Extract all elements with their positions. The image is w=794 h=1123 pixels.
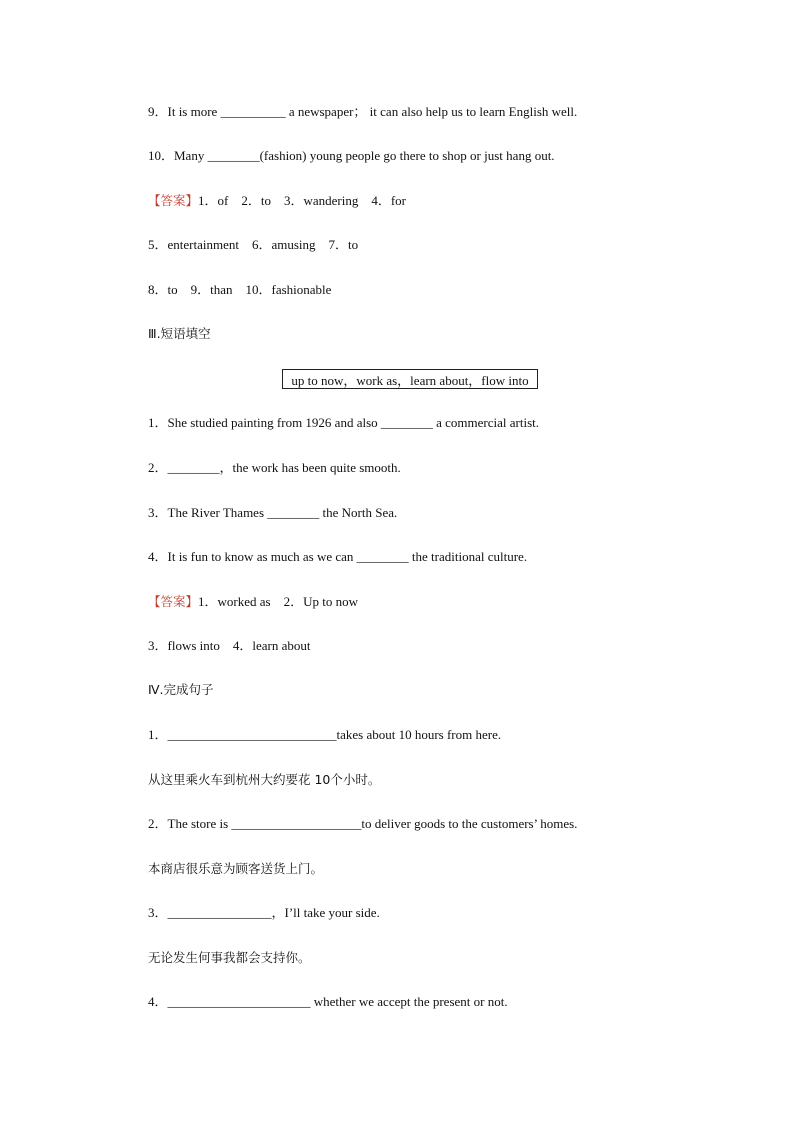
section-4-question-1-chinese: 从这里乘火车到杭州大约要花 10个小时。 [148,772,381,787]
question-10: 10．Many ________(fashion) young people go there to shop or just hang out. [148,148,555,163]
answer-block-2-line-2: 5．entertainment 6．amusing 7．to [148,237,359,252]
answer-block-2-line-3: 8．to 9．than 10．fashionable [148,282,332,297]
question-9: 9．It is more __________ a newspaper； it can also help us to learn English well. [148,104,578,119]
answer-tag: 【答案】 [148,594,199,609]
answer-block-3-line-1 [148,593,358,611]
section-3-title: Ⅲ.短语填空 [148,326,211,341]
section-4-title: Ⅳ.完成句子 [148,682,214,697]
section-4-question-2-chinese: 本商店很乐意为顾客送货上门。 [148,861,324,876]
section-4-question-2: 2．The store is ____________________to deliver goods to the customers’ homes. [148,816,578,831]
section-3-question-4: 4．It is fun to know as much as we can ________ the traditional culture. [148,549,528,564]
answer-tag: 【答案】 [148,193,199,208]
answer-text: 1．worked as 2．Up to now [198,594,358,609]
section-4-question-3-chinese: 无论发生何事我都会支持你。 [148,950,311,965]
answer-block-3-line-2: 3．flows into 4．learn about [148,638,311,653]
section-4-question-1: 1．__________________________takes about 10 hours from here. [148,727,502,742]
section-3-question-1: 1．She studied painting from 1926 and also ________ a commercial artist. [148,415,540,430]
phrase-box: up to now，work as，learn about，flow into [282,369,538,389]
section-3-question-3: 3．The River Thames ________ the North Sea. [148,505,398,520]
section-4-question-3: 3．________________，I’ll take your side. [148,905,380,920]
section-4-question-4: 4．______________________ whether we accept the present or not. [148,994,508,1009]
answer-block-2-line-1 [148,192,406,210]
section-3-question-2: 2．________，the work has been quite smooth. [148,460,401,475]
answer-text: 1．of 2．to 3．wandering 4．for [198,193,406,208]
